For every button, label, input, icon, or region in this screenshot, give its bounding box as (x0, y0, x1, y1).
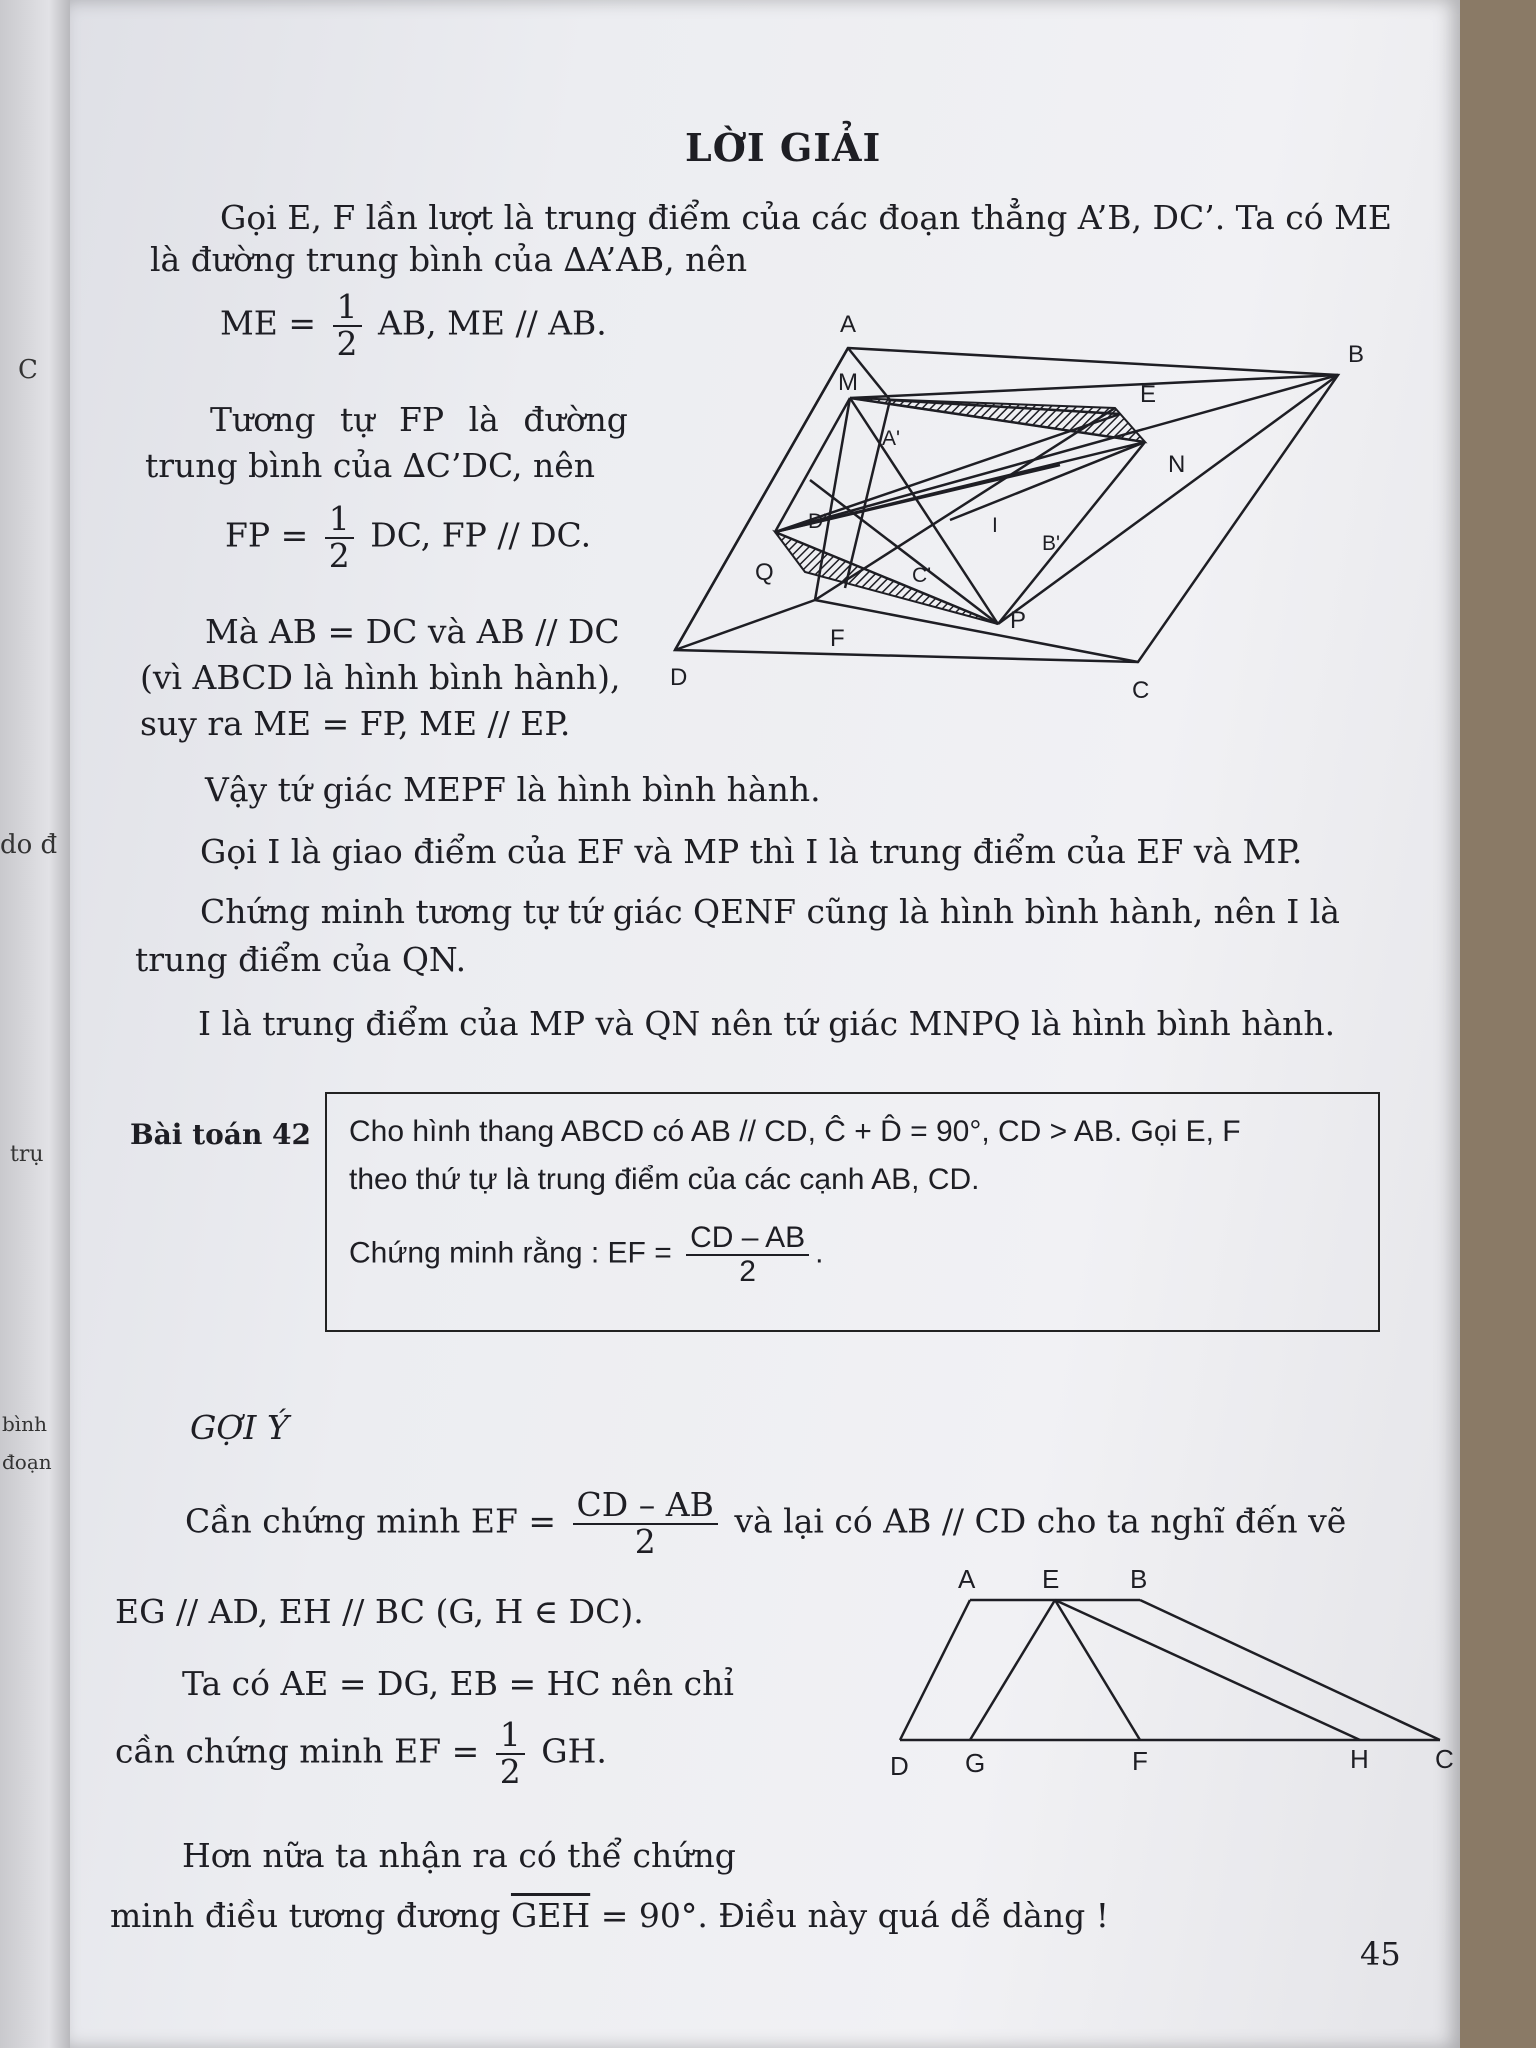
hint-line: Hơn nữa ta nhận ra có thể chứng (182, 1836, 736, 1875)
point-label-b: B (1348, 341, 1365, 368)
paragraph: suy ra ME = FP, ME // EP. (140, 704, 571, 743)
hint-line: Cần chứng minh EF = $\frac{CD - AB}{2}$ và lại có AB // CD cho ta nghĩ đến vẽ (185, 1485, 1347, 1561)
page-number: 45 (1360, 1935, 1401, 1973)
point-label-d-prime: D' (808, 510, 828, 533)
paragraph: Gọi I là giao điểm của EF và MP thì I là trung điểm của EF và MP. (200, 832, 1303, 871)
point-label-e: E (1140, 381, 1157, 408)
point-label-e: E (1042, 1564, 1060, 1594)
problem-box (325, 1092, 1380, 1332)
left-fragment: C (18, 355, 38, 385)
point-label-c: C (1435, 1744, 1454, 1774)
hint-line: Ta có AE = DG, EB = HC nên chỉ (182, 1664, 734, 1703)
paragraph: trung điểm của QN. (135, 940, 467, 979)
equation-fp: FP = $\frac{1}{2}$ DC, FP // DC. (225, 499, 592, 575)
paragraph: I là trung điểm của MP và QN nên tứ giác MNPQ là hình bình hành. (198, 1004, 1336, 1043)
point-label-q: Q (755, 559, 774, 586)
point-label-f: F (1132, 1746, 1148, 1776)
problem-equation: Chứng minh rằng : EF = $\frac{CD - AB}{2}$ . (349, 1221, 824, 1288)
point-label-p: P (1010, 607, 1027, 634)
left-fragment: do đ (0, 830, 58, 860)
book-page (70, 0, 1460, 2048)
point-label-i: I (992, 514, 998, 537)
hint-line: minh điều tương đương $\overline{GEH} = 90^\circ$. Điều này quá dễ dàng ! (110, 1896, 1109, 1935)
page-title: LỜI GIẢI (685, 125, 882, 170)
hint-line: EG // AD, EH // BC (G, H ∈ DC). (115, 1592, 644, 1631)
point-label-m: M (838, 369, 858, 396)
left-fragment: đoạn (2, 1450, 52, 1474)
paragraph: Tương tự FP là đường (210, 400, 628, 439)
paragraph: (vì ABCD là hình bình hành), (140, 658, 621, 697)
figure-trapezoid (870, 1560, 1470, 1790)
point-label-g: G (965, 1748, 986, 1778)
point-label-n: N (1168, 451, 1186, 478)
point-label-h: H (1350, 1744, 1369, 1774)
hint-line: cần chứng minh EF = $\frac{1}{2}$ GH. (115, 1715, 607, 1791)
adjacent-page-edge (0, 0, 70, 2048)
problem-text: theo thứ tự là trung điểm của các cạnh AB, CD. (349, 1163, 980, 1196)
paragraph: Vậy tứ giác MEPF là hình bình hành. (205, 770, 821, 809)
point-label-f: F (830, 625, 845, 652)
left-fragment: trụ (10, 1142, 44, 1167)
paragraph: Mà AB = DC và AB // DC (205, 612, 620, 651)
paragraph: Chứng minh tương tự tứ giác QENF cũng là hình bình hành, nên I là (200, 892, 1340, 931)
point-label-d: D (670, 664, 688, 691)
hint-heading: GỢI Ý (190, 1408, 289, 1447)
problem-label: Bài toán 42 (130, 1118, 312, 1151)
point-label-a: A (840, 311, 857, 338)
point-label-c: C (1132, 677, 1150, 704)
point-label-d: D (890, 1751, 909, 1781)
point-label-b-prime: B' (1042, 532, 1061, 555)
paragraph: Gọi E, F lần lượt là trung điểm của các đoạn thẳng A’B, DC’. Ta có ME (220, 198, 1393, 237)
point-label-b: B (1130, 1564, 1148, 1594)
point-label-a: A (958, 1564, 976, 1594)
problem-text: Cho hình thang ABCD có AB // CD, Ĉ + D̂ = 90°, CD > AB. Gọi E, F (349, 1115, 1241, 1148)
equation-me: ME = $\frac{1}{2}$ AB, ME // AB. (220, 287, 607, 363)
left-fragment: bình (2, 1412, 47, 1436)
point-label-c-prime: C' (912, 564, 932, 587)
point-label-a-prime: A' (882, 427, 901, 450)
paragraph: là đường trung bình của ∆A’AB, nên (150, 240, 748, 279)
figure-parallelogram (670, 310, 1400, 720)
paragraph: trung bình của ∆C’DC, nên (145, 446, 596, 485)
